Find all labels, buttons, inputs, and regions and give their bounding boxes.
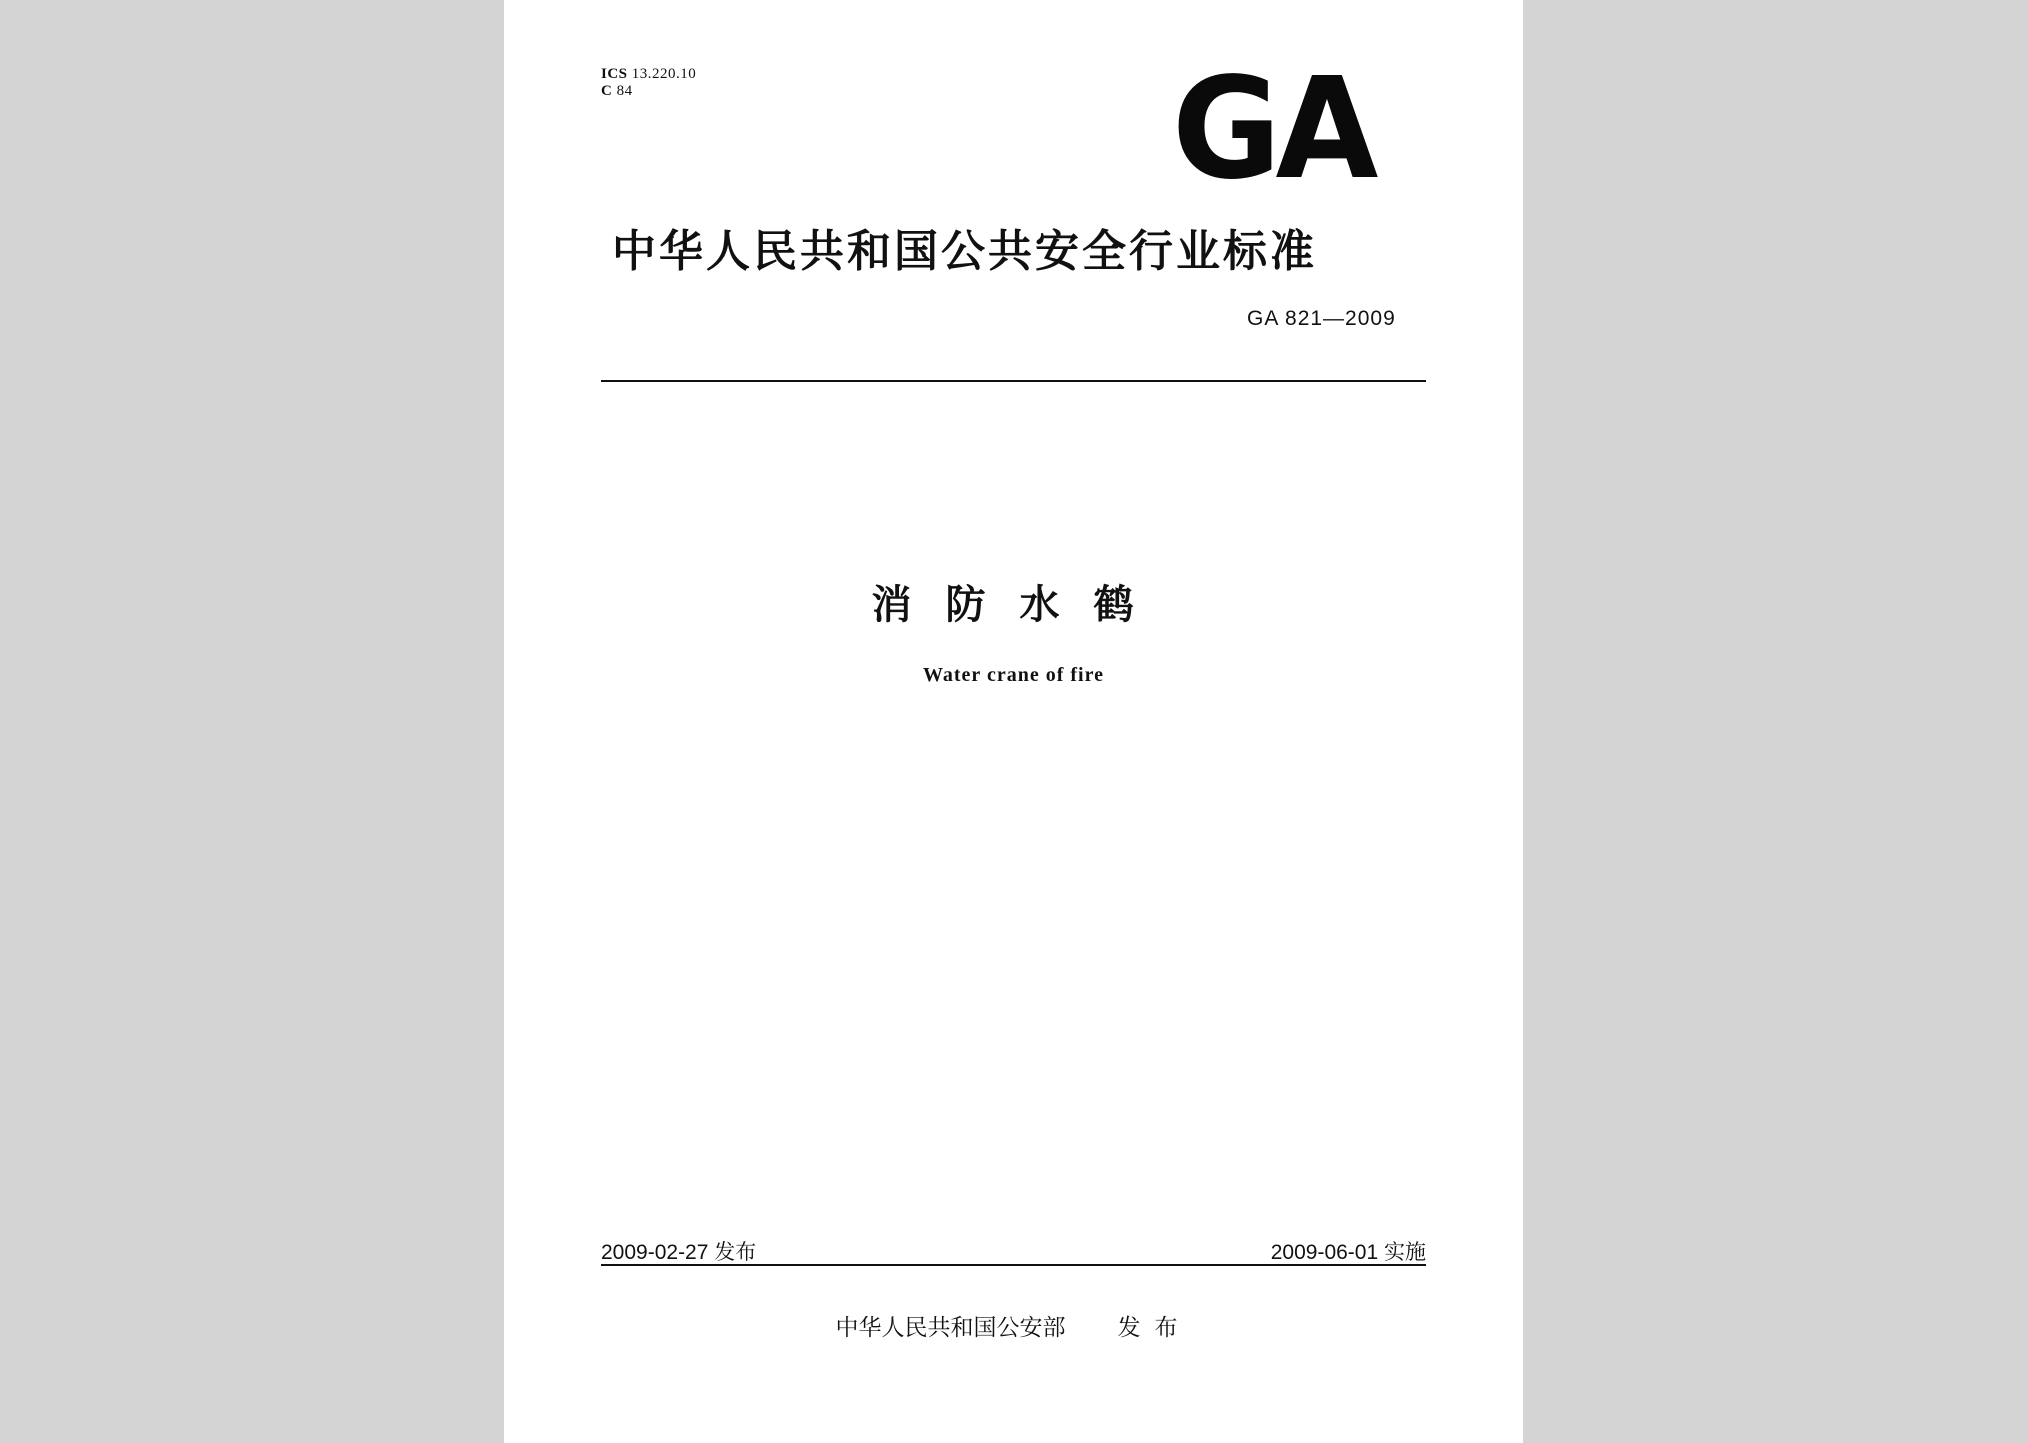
footer-divider	[601, 1264, 1426, 1266]
ga-logo: GA	[1172, 48, 1373, 211]
document-page	[504, 0, 1523, 1443]
publish-label: 发布	[714, 1241, 757, 1264]
document-title: 消防水鹤	[871, 582, 1168, 628]
ics-label: ICS	[601, 66, 628, 82]
ccs-code: 84	[616, 83, 633, 99]
document-subtitle-en: Water crane of fire	[923, 664, 1104, 686]
issuer-line	[504, 1309, 1523, 1342]
issuer-name: 中华人民共和国公安部	[835, 1315, 1066, 1341]
publish-date: 2009-02-27	[601, 1241, 709, 1264]
standard-category-title: 中华人民共和国公共安全行业标准	[612, 226, 1317, 277]
publish-date-line	[601, 1236, 756, 1266]
issuer-action: 发布	[1117, 1315, 1192, 1341]
ccs-label: C	[601, 83, 613, 99]
effective-date: 2009-06-01	[1270, 1241, 1379, 1264]
ics-code: 13.220.10	[631, 66, 697, 82]
effective-label: 实施	[1384, 1241, 1426, 1264]
effective-date-line	[1271, 1236, 1426, 1266]
standard-number: GA 821—2009	[1247, 307, 1396, 330]
ics-line	[601, 66, 696, 83]
header-divider	[601, 380, 1426, 382]
ccs-line	[601, 83, 696, 100]
classification-codes	[601, 66, 696, 100]
